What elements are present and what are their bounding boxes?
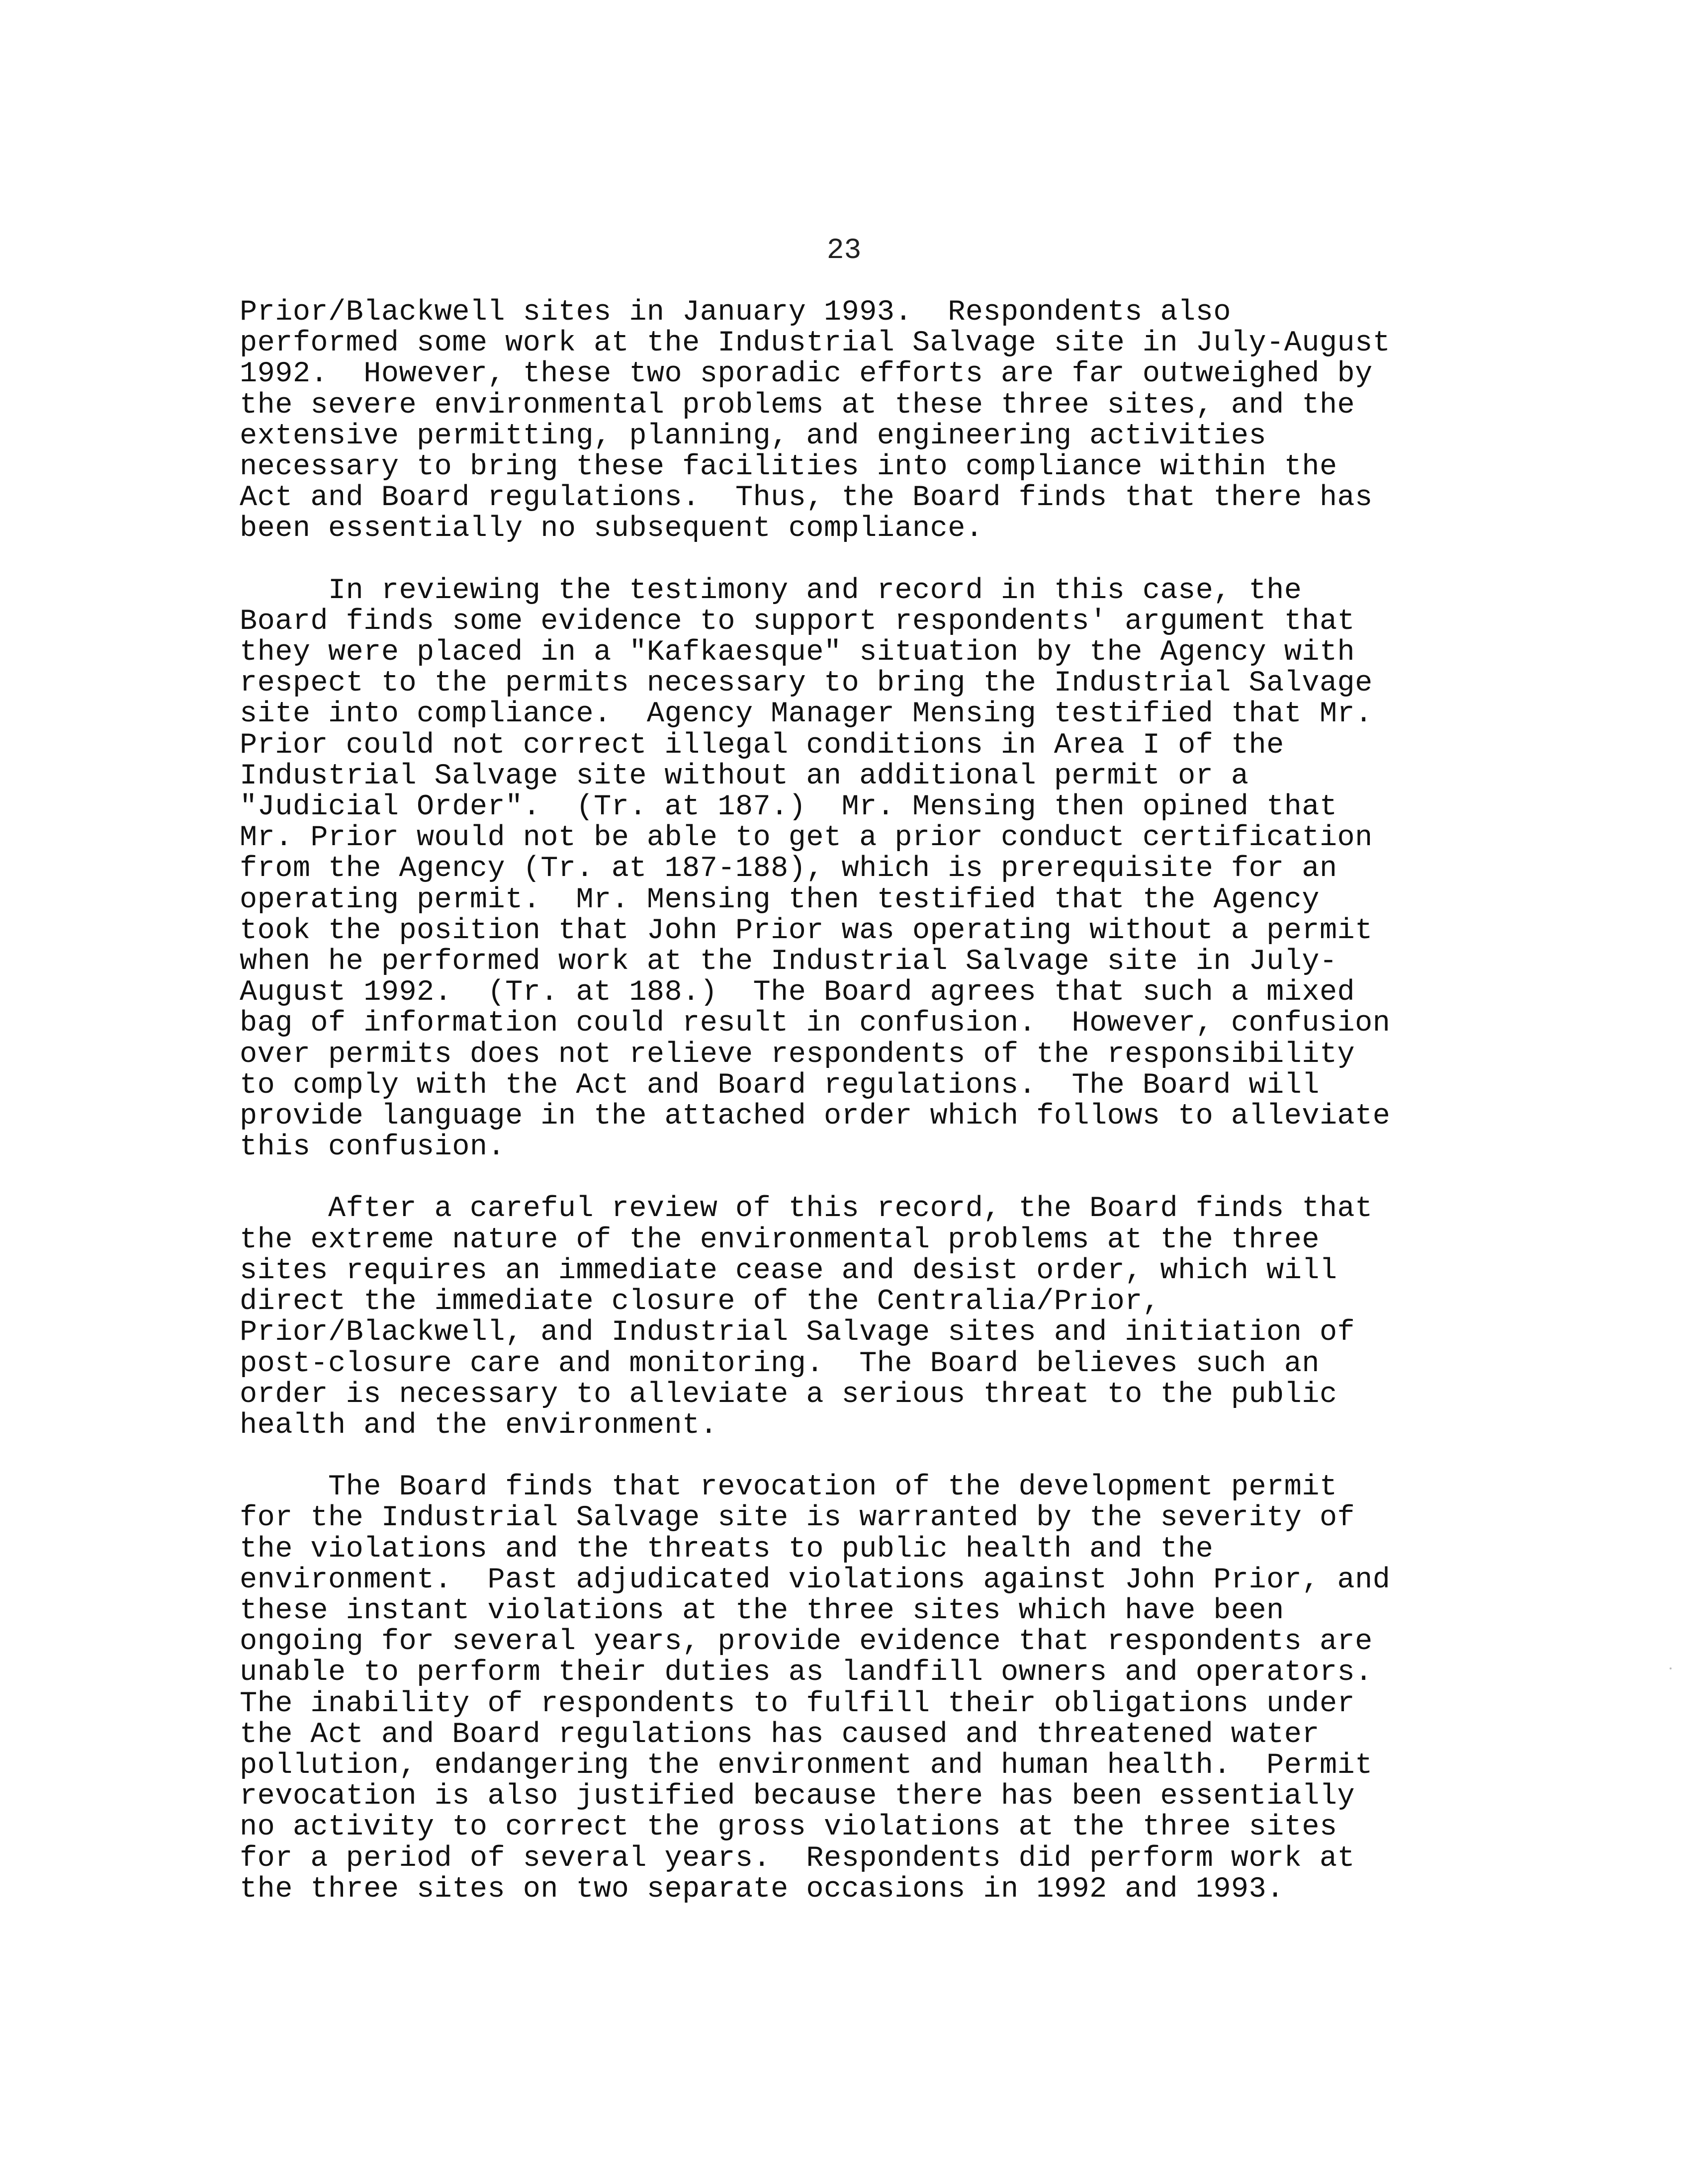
text-line: revocation is also justified because there has been essentially xyxy=(240,1779,1355,1813)
text-line: The inability of respondents to fulfill their obligations under xyxy=(240,1686,1355,1720)
text-line: In reviewing the testimony and record in this case, the xyxy=(240,573,1302,607)
text-line: from the Agency (Tr. at 187-188), which is prerequisite for an xyxy=(240,852,1337,885)
text-line: the Act and Board regulations has caused and threatened water xyxy=(240,1717,1320,1751)
text-line: for the Industrial Salvage site is warranted by the severity of xyxy=(240,1501,1355,1535)
text-line: Act and Board regulations. Thus, the Board finds that there has xyxy=(240,481,1373,515)
text-line: Board finds some evidence to support respondents' argument that xyxy=(240,604,1355,638)
text-line: provide language in the attached order which follows to alleviate xyxy=(240,1099,1391,1133)
text-line: "Judicial Order". (Tr. at 187.) Mr. Mensing then opined that xyxy=(240,790,1337,824)
text-line: when he performed work at the Industrial Salvage site in July- xyxy=(240,945,1337,978)
text-line: order is necessary to alleviate a serious threat to the public xyxy=(240,1377,1337,1411)
text-line: site into compliance. Agency Manager Mensing testified that Mr. xyxy=(240,697,1373,731)
text-line: After a careful review of this record, the Board finds that xyxy=(240,1192,1373,1225)
text-line: the severe environmental problems at these three sites, and the xyxy=(240,388,1355,422)
text-line: respect to the permits necessary to bring the Industrial Salvage xyxy=(240,666,1373,700)
paragraph xyxy=(240,1193,1463,1441)
text-line: been essentially no subsequent compliance. xyxy=(240,512,983,545)
text-line: the extreme nature of the environmental problems at the three xyxy=(240,1223,1320,1256)
text-line: pollution, endangering the environment and human health. Permit xyxy=(240,1748,1373,1782)
text-line: 1992. However, these two sporadic efforts are far outweighed by xyxy=(240,357,1373,391)
text-line: operating permit. Mr. Mensing then testified that the Agency xyxy=(240,882,1320,916)
text-line: sites requires an immediate cease and desist order, which will xyxy=(240,1253,1337,1287)
document-body xyxy=(240,297,1463,1935)
paragraph xyxy=(240,1472,1463,1905)
text-line: these instant violations at the three sites which have been xyxy=(240,1593,1284,1627)
text-line: took the position that John Prior was operating without a permit xyxy=(240,913,1373,947)
text-line: August 1992. (Tr. at 188.) The Board agrees that such a mixed xyxy=(240,975,1355,1009)
text-line: extensive permitting, planning, and engineering activities xyxy=(240,419,1267,452)
text-line: they were placed in a "Kafkaesque" situation by the Agency with xyxy=(240,635,1355,669)
text-line: over permits does not relieve respondents of the responsibility xyxy=(240,1037,1355,1071)
text-line: this confusion. xyxy=(240,1130,506,1164)
text-line: no activity to correct the gross violations at the three sites xyxy=(240,1810,1337,1844)
scan-speck xyxy=(1670,1667,1672,1669)
text-line: Industrial Salvage site without an additional permit or a xyxy=(240,759,1249,792)
text-line: ongoing for several years, provide evidence that respondents are xyxy=(240,1625,1373,1659)
text-line: post-closure care and monitoring. The Board believes such an xyxy=(240,1346,1320,1380)
text-line: Prior/Blackwell sites in January 1993. Respondents also xyxy=(240,295,1231,329)
text-line: the three sites on two separate occasions in 1992 and 1993. xyxy=(240,1872,1284,1906)
text-line: Prior could not correct illegal conditions in Area I of the xyxy=(240,728,1284,762)
paragraph xyxy=(240,297,1463,544)
text-line: bag of information could result in confusion. However, confusion xyxy=(240,1006,1391,1040)
text-line: direct the immediate closure of the Centralia/Prior, xyxy=(240,1285,1160,1318)
text-line: health and the environment. xyxy=(240,1408,718,1442)
text-line: The Board finds that revocation of the development permit xyxy=(240,1470,1337,1504)
text-line: necessary to bring these facilities into compliance within the xyxy=(240,450,1337,484)
text-line: to comply with the Act and Board regulations. The Board will xyxy=(240,1068,1320,1102)
text-line: for a period of several years. Respondents did perform work at xyxy=(240,1841,1355,1875)
text-line: performed some work at the Industrial Salvage site in July-August xyxy=(240,326,1391,360)
text-line: Mr. Prior would not be able to get a prior conduct certification xyxy=(240,821,1373,855)
text-line: environment. Past adjudicated violations against John Prior, and xyxy=(240,1563,1391,1596)
text-line: the violations and the threats to public health and the xyxy=(240,1532,1214,1566)
text-line: Prior/Blackwell, and Industrial Salvage sites and initiation of xyxy=(240,1315,1355,1349)
page-number: 23 xyxy=(826,235,862,267)
text-line: unable to perform their duties as landfill owners and operators. xyxy=(240,1656,1373,1689)
paragraph xyxy=(240,575,1463,1163)
